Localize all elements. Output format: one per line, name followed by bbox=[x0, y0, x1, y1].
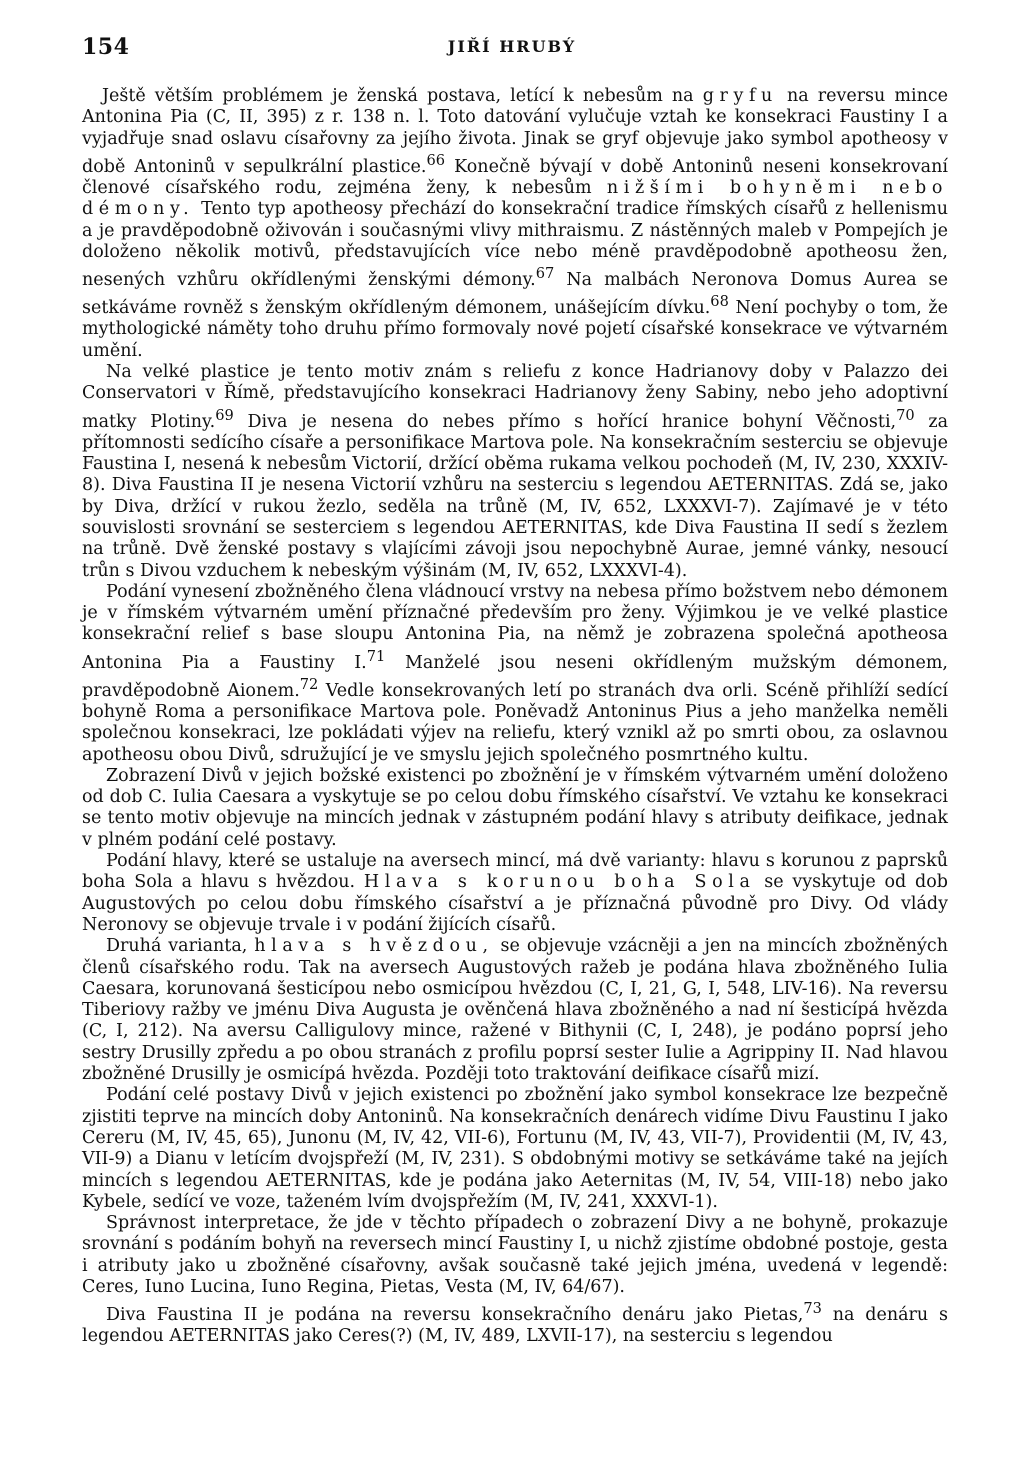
spaced-term: nižšími bohyněmi nebo démony. bbox=[82, 178, 948, 220]
paragraph: Zobrazení Divů v jejich božské existenci po zbožnění je v římském výtvarném umění doloženo od dob C. Iulia Caesara a vyskytuje se po celou dobu římského císařství. Ve vztahu ke konsekraci se tento motiv objevuje na mincích jednak v zástupném podání hlavy s atributy deifikace, jednak v plném podání celé postavy. bbox=[82, 765, 948, 850]
paragraph: Podání vynesení zbožněného člena vládnoucí vrstvy na nebesa přímo božstvem nebo démonem je v římském výtvarném umění příznačné především pro ženy. Výjimkou je ve velké plastice konsekrační relief s base sloupu Antonina Pia, na němž je zobrazena společná apotheosa Antonina Pia a Faustiny I.$^{71}$ Manželé jsou neseni okřídleným mužským démonem, pravděpodobně Aionem.$^{72}$ Vedle konsekrovaných letí po stranách dva orli. Scéně přihlíží sedící bohyně Roma a personifikace Martova pole. Poněvadž Antoninus Pius a jeho manželka neměli společnou konsekraci, lze pokládati výjev na reliefu, který vznikl až po smrti obou, za oslavnou apotheosu obou Divů, sdružující je ve smyslu jejich společného posmrtného kultu. bbox=[82, 581, 948, 765]
paragraph: Správnost interpretace, že jde v těchto případech o zobrazení Divy a ne bohyně, prokazuje srovnání s podáním bohyň na reversech mincí Faustiny I, u nichž zjistíme obdobné postoje, gesta i atributy jako u zbožněné císařovny, avšak současně také jejich jména, uvedená v legendě: Ceres, Iuno Lucina, Iuno Regina, Pietas, Vesta (M, IV, 64/67). bbox=[82, 1213, 948, 1297]
body-text bbox=[82, 86, 948, 1348]
footnote-ref: 70 bbox=[896, 406, 915, 424]
paragraph: Podání celé postavy Divů v jejich existenci po zbožnění jako symbol konsekrace lze bezpečně zjistiti teprve na mincích doby Antoninů. Na konsekračních denárech vidíme Divu Faustinu I jako Cereru (M, IV, 45, 65), Junonu (M, IV, 42, VII-6), Fortunu (M, IV, 43, VII-7), Providentii (M, IV, 43, VII-9) a Dianu v letícím dvojspřeží (M, IV, 231). S obdobnými motivy se setkáváme také na jejích mincích s legendou AETERNITAS, kde je podána jako Aeternitas (M, IV, 54, VIII-18) nebo jako Kybele, sedící ve voze, taženém lvím dvojspřežím (M, IV, 241, XXXVI-1). bbox=[82, 1085, 948, 1212]
paragraph: Na velké plastice je tento motiv znám s reliefu z konce Hadrianovy doby v Palazzo dei Conservatori v Římě, představujícího konsekraci Hadrianovy ženy Sabiny, nebo jeho adoptivní matky Plotiny.$^{69}$ Diva je nesena do nebes přímo s hořící hranice bohyní Věčnosti,$^{70}$ za přítomnosti sedícího císaře a personifikace Martova pole. Na konsekračním sesterciu se objevuje Faustina I, nesená k nebesům Victorií, držící oběma rukama velkou pochodeň (M, IV, 230, XXXIV-8). Diva Faustina II je nesena Victorií vzhůru na sesterciu s legendou AETERNITAS. Zdá se, jako by Diva, držící v rukou žezlo, seděla na trůně (M, IV, 652, LXXXVI-7). Zajímavé je v této souvislosti srovnání se sesterciem s legendou AETERNITAS, kde Diva Faustina II sedí s žezlem na trůně. Dvě ženské postavy s vlajícími závoji jsou nepochybně Aurae, jemné vánky, nesoucí trůn s Divou vzduchem k nebeským výšinám (M, IV, 652, LXXXVI-4). bbox=[82, 362, 949, 581]
running-head: JIŘÍ HRUBÝ bbox=[447, 37, 577, 56]
footnote-ref: 71 bbox=[366, 647, 386, 665]
footnote-ref: 67 bbox=[535, 265, 555, 283]
paragraph: Diva Faustina II je podána na reversu konsekračního denáru jako Pietas,$^{73}$ na denáru s legendou AETERNITAS jako Ceres(?) (M, IV, 489, LXVII-17), na sesterciu s legendou bbox=[82, 1300, 948, 1347]
footnote-ref: 72 bbox=[299, 675, 319, 693]
spaced-term: hlava s hvězdou, bbox=[254, 936, 494, 957]
paragraph: Podání hlavy, které se ustaluje na aversech mincí, má dvě varianty: hlavu s korunou z paprsků boha Sola a hlavu s hvězdou. Hlava s korunou boha Sola se vyskytuje od dob Augustových po celou dobu římského císařství a je příznačná původně pro Divy. Od vlády Neronovy se objevuje trvale i v podání žijících císařů. bbox=[82, 851, 948, 935]
spaced-term: Hlava s korunou boha Sola bbox=[363, 872, 756, 893]
footnote-ref: 69 bbox=[215, 406, 234, 424]
spaced-term: gryfu bbox=[702, 86, 778, 106]
footnote-ref: 66 bbox=[426, 151, 446, 169]
footnote-ref: 68 bbox=[710, 293, 729, 311]
footnote-ref: 73 bbox=[803, 1300, 822, 1318]
page-number: 154 bbox=[82, 34, 130, 60]
paragraph: Ještě větším problémem je ženská postava, letící k nebesům na gryfu na reversu mince Antonina Pia (C, II, 395) z r. 138 n. l. Toto datování vylučuje vztah ke konsekraci Faustiny I a vyjadřuje snad oslavu císařovny za jejího života. Jinak se gryf objevuje jako symbol apotheosy v době Antoninů v sepulkrální plastice.$^{66}$ Konečně bývají v době Antoninů neseni konsekrovaní členové císařského rodu, zejména ženy, k nebesům nižšími bohyněmi nebo démony. Tento typ apotheosy přechází do konsekrační tradice římských císařů z hellenismu a je pravděpodobně oživován i současnými vlivy mithraismu. Z nástěnných maleb v Pompejích je doloženo několik motivů, představujících více nebo méně pravděpodobně apotheosu žen, nesených vzhůru okřídlenými ženskými démony.$^{67}$ Na malbách Neronova Domus Aurea se setkáváme rovněž s ženským okřídleným démonem, unášejícím dívku.$^{68}$ Není pochyby o tom, že mythologické náměty toho druhu přímo formovaly nové pojetí císařské konsekrace ve výtvarném umění. bbox=[82, 86, 948, 361]
paragraph: Druhá varianta, hlava s hvězdou, se objevuje vzácněji a jen na mincích zbožněných členů císařského rodu. Tak na aversech Augustových ražeb je podána hlava zbožněného Iulia Caesara, korunovaná šesticípou nebo osmicípou hvězdou (C, I, 21, G, I, 548, LIV-16). Na reversu Tiberiovy ražby ve jménu Diva Augusta je ověnčená hlava zbožněného a nad ní šesticípá hvězda (C, I, 212). Na aversu Calligulovy mince, ražené v Bithynii (C, I, 248), je podáno poprsí jeho sestry Drusilly zpředu a po obou stranách z profilu poprsí sester Iulie a Agrippiny II. Nad hlavou zbožněné Drusilly je osmicípá hvězda. Později toto traktování deifikace císařů mizí. bbox=[82, 936, 948, 1085]
